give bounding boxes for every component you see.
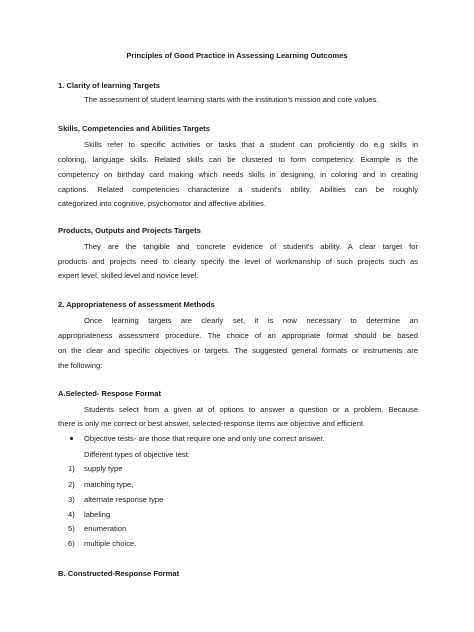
document-title: Principles of Good Practice in Assessing Learning Outcomes [126, 51, 348, 60]
skills-heading: Skills, Competencies and Abilities Targets [58, 124, 210, 133]
list-item-label: multiple choice. [84, 539, 137, 548]
section-2-line: appropriateness assessment procedure. The choice of an appropriate format should be based [58, 331, 418, 340]
bullet-dot-icon [70, 437, 73, 440]
section-a-line: there is only me correct or best answer, selected-response items are objective and efficient. [58, 419, 366, 428]
list-item-label: matching type, [84, 480, 134, 489]
section-b-heading: B. Constructed-Response Format [58, 569, 180, 578]
section-1-heading: 1. Clarity of learning Targets [58, 81, 160, 90]
list-item-number: 4) [68, 510, 75, 519]
list-item-number: 5) [68, 524, 75, 533]
list-item-label: enumeration [84, 524, 127, 533]
list-item-label: alternate response type [84, 495, 164, 504]
skills-line: coloring, language skills. Related skills can be clustered to form competency. Example is the [58, 155, 418, 164]
section-2-heading: 2. Appropriateness of assessment Methods [58, 300, 215, 309]
objective-tests-bullet: Objective tests- are those that require one and only one correct answer. [84, 434, 325, 443]
skills-line: captions. Related competencies characterize a student's ability. Abilities can be roughly [58, 185, 418, 194]
section-a-line: Students select from a given at of options to answer a question or a problem. Because [84, 405, 418, 414]
section-2-line: on the clear and specific objectives or targets. The suggested general formats or instruments are [58, 346, 418, 355]
list-item-label: labeling [84, 510, 111, 519]
list-item-number: 3) [68, 495, 75, 504]
section-1-intro: The assessment of student learning starts with the institution's mission and core values. [84, 95, 379, 104]
products-heading: Products, Outputs and Projects Targets [58, 226, 201, 235]
skills-line: Skills refer to specific activities or tasks that a student can proficiently do e.g skills in [84, 140, 418, 149]
products-line: expert level, skilled level and novice level. [58, 271, 199, 280]
products-line: products and projects need to clearly specify the level of workmanship of such projects such as [58, 257, 418, 266]
section-2-line: the following: [58, 361, 103, 370]
list-item-label: supply type [84, 464, 123, 473]
objective-types-heading: Different types of objective test: [84, 450, 190, 459]
skills-line: categorized into cognitive, psychomotor and affective abilities. [58, 199, 266, 208]
skills-line: competency on birthday card making which needs skills in designing, in coloring and in creating [58, 170, 418, 179]
products-line: They are the tangible and concrete evidence of student's ability. A clear target for [84, 242, 418, 251]
section-a-heading: A.Selected- Respose Format [58, 389, 161, 398]
list-item-number: 1) [68, 464, 75, 473]
list-item-number: 6) [68, 539, 75, 548]
section-2-line: Once learning targets are clearly set, it is now necessary to determine an [84, 316, 418, 325]
list-item-number: 2) [68, 480, 75, 489]
